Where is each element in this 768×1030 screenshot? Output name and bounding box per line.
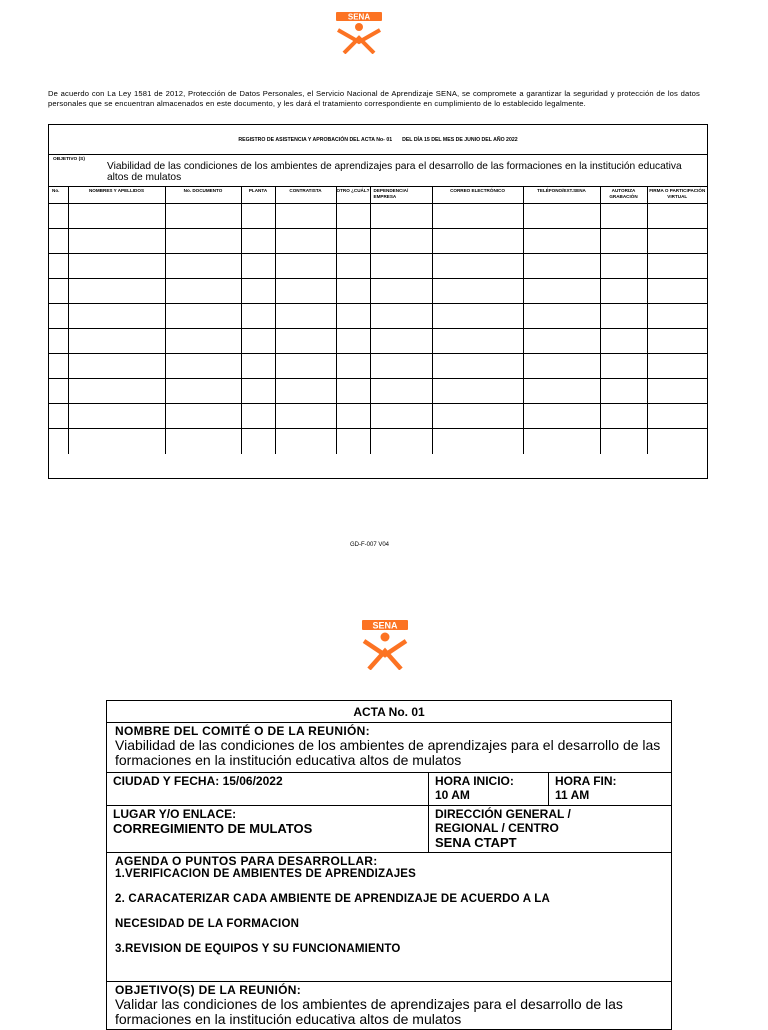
table-cell xyxy=(336,329,370,354)
table-row xyxy=(49,304,707,329)
table-cell xyxy=(336,204,370,229)
table-cell xyxy=(165,354,241,379)
attendance-table xyxy=(48,124,708,479)
table-cell xyxy=(523,429,600,454)
table-cell xyxy=(647,229,707,254)
table-row xyxy=(49,354,707,379)
attendance-grid xyxy=(49,187,707,454)
table-cell xyxy=(600,279,647,304)
comite-section xyxy=(107,723,671,773)
table-cell xyxy=(336,254,370,279)
table-cell xyxy=(432,404,523,429)
table-cell xyxy=(523,204,600,229)
form-code: GD-F-007 V04 xyxy=(350,542,390,548)
col-autoriza: AUTORIZA GRABACIÓN xyxy=(600,187,647,204)
table-cell xyxy=(647,304,707,329)
table-cell xyxy=(600,429,647,454)
table-row xyxy=(49,254,707,279)
table-cell xyxy=(432,204,523,229)
sena-logo-bottom xyxy=(360,620,410,670)
table-cell xyxy=(275,304,336,329)
table-cell xyxy=(647,379,707,404)
table-cell xyxy=(600,204,647,229)
table-row xyxy=(49,379,707,404)
table-cell xyxy=(275,404,336,429)
objetivo-label: OBJETIVO(S) DE LA REUNIÓN: xyxy=(115,983,302,997)
table-cell xyxy=(336,304,370,329)
table-cell xyxy=(336,429,370,454)
table-cell xyxy=(49,229,68,254)
col-otro: OTRO ¿CUÁL? xyxy=(336,187,370,204)
table-cell xyxy=(275,354,336,379)
table-cell xyxy=(523,254,600,279)
table-cell xyxy=(68,254,165,279)
table-cell xyxy=(68,279,165,304)
table-cell xyxy=(241,204,275,229)
table-cell xyxy=(600,229,647,254)
table-cell xyxy=(647,429,707,454)
table-row xyxy=(49,204,707,229)
table-cell xyxy=(370,429,432,454)
table-cell xyxy=(336,354,370,379)
objetivo-text: Validar las condiciones de los ambientes de aprendizajes para el desarrollo de las formaciones en la institución educativa altos de mulatos xyxy=(115,996,623,1027)
table-cell xyxy=(275,429,336,454)
col-contratista: CONTRATISTA xyxy=(275,187,336,204)
table-cell xyxy=(49,354,68,379)
table-cell xyxy=(275,229,336,254)
direccion-value: SENA CTAPT xyxy=(435,835,517,850)
table-cell xyxy=(165,204,241,229)
table-cell xyxy=(432,279,523,304)
table-cell xyxy=(523,329,600,354)
table-cell xyxy=(523,279,600,304)
agenda-section xyxy=(107,853,671,982)
sena-logo-icon xyxy=(360,620,410,670)
table-cell xyxy=(336,379,370,404)
col-firma: FIRMA O PARTICIPACIÓN VIRTUAL xyxy=(647,187,707,204)
table-cell xyxy=(165,329,241,354)
table-cell xyxy=(275,254,336,279)
table-cell xyxy=(370,229,432,254)
table-cell xyxy=(432,304,523,329)
table-cell xyxy=(68,404,165,429)
table-cell xyxy=(600,379,647,404)
attendance-header-row xyxy=(49,187,707,204)
table-cell xyxy=(336,229,370,254)
svg-text:SENA: SENA xyxy=(347,12,371,22)
table-cell xyxy=(49,304,68,329)
acta-table xyxy=(106,700,672,1030)
table-row xyxy=(49,429,707,454)
table-cell xyxy=(165,429,241,454)
hora-inicio-label: HORA INICIO: xyxy=(435,774,514,788)
attendance-objective xyxy=(49,155,707,187)
table-cell xyxy=(49,204,68,229)
comite-label: NOMBRE DEL COMITÉ O DE LA REUNIÓN: xyxy=(115,724,370,738)
table-cell xyxy=(241,404,275,429)
table-cell xyxy=(241,354,275,379)
table-cell xyxy=(49,254,68,279)
hora-fin-label: HORA FIN: xyxy=(555,774,617,788)
table-cell xyxy=(647,329,707,354)
table-cell xyxy=(523,229,600,254)
table-cell xyxy=(600,404,647,429)
lugar-row xyxy=(107,806,671,853)
agenda-item: 2. CARACATERIZAR CADA AMBIENTE DE APRENDIZAJE DE ACUERDO A LA xyxy=(115,893,550,905)
table-cell xyxy=(647,354,707,379)
lugar-value: CORREGIMIENTO DE MULATOS xyxy=(113,821,313,836)
table-cell xyxy=(165,254,241,279)
col-nombres: NOMBRES Y APELLIDOS xyxy=(68,187,165,204)
table-cell xyxy=(49,379,68,404)
attendance-title xyxy=(49,125,707,155)
privacy-notice: De acuerdo con La Ley 1581 de 2012, Protección de Datos Personales, el Servicio Nacional de Aprendizaje SENA, se compromete a garantizar la seguridad y protección de los datos personales que se encuentran almacenados en este documento, y les dará el tratamiento correspondiente en cumplimiento de lo establecido legalmente. xyxy=(48,89,700,108)
table-cell xyxy=(370,379,432,404)
sena-logo-icon xyxy=(334,12,384,54)
table-cell xyxy=(49,279,68,304)
col-correo: CORREO ELECTRÓNICO xyxy=(432,187,523,204)
table-cell xyxy=(647,404,707,429)
direccion-label-1: DIRECCIÓN GENERAL / xyxy=(435,807,571,821)
table-cell xyxy=(647,254,707,279)
table-cell xyxy=(647,204,707,229)
table-cell xyxy=(523,304,600,329)
agenda-item: 3.REVISION DE EQUIPOS Y SU FUNCIONAMIENTO xyxy=(115,943,401,955)
agenda-label: AGENDA O PUNTOS PARA DESARROLLAR: xyxy=(115,854,378,868)
table-cell xyxy=(600,304,647,329)
table-row xyxy=(49,329,707,354)
table-cell xyxy=(68,304,165,329)
table-cell xyxy=(241,429,275,454)
col-no: No. xyxy=(49,187,68,204)
sena-logo-top xyxy=(334,12,384,54)
acta-title: ACTA No. 01 xyxy=(107,701,671,723)
col-planta: PLANTA xyxy=(241,187,275,204)
table-cell xyxy=(241,379,275,404)
col-dependencia: DEPENDENCIA/ EMPRESA xyxy=(370,187,432,204)
objetivo-section xyxy=(107,982,671,1027)
table-cell xyxy=(49,429,68,454)
table-cell xyxy=(49,329,68,354)
table-cell xyxy=(600,254,647,279)
table-cell xyxy=(336,404,370,429)
table-cell xyxy=(370,254,432,279)
table-cell xyxy=(600,329,647,354)
table-cell xyxy=(600,354,647,379)
attendance-title-right: DEL DÍA 15 DEL MES DE JUNIO DEL AÑO 2022 xyxy=(402,136,518,143)
agenda-item: NECESIDAD DE LA FORMACION xyxy=(115,918,300,930)
table-cell xyxy=(165,229,241,254)
table-cell xyxy=(49,404,68,429)
table-cell xyxy=(165,304,241,329)
table-cell xyxy=(275,329,336,354)
table-cell xyxy=(432,429,523,454)
lugar-label: LUGAR Y/O ENLACE: xyxy=(113,807,237,821)
table-cell xyxy=(165,379,241,404)
table-row xyxy=(49,229,707,254)
table-cell xyxy=(336,279,370,304)
table-cell xyxy=(241,254,275,279)
table-cell xyxy=(432,329,523,354)
table-cell xyxy=(68,229,165,254)
agenda-item: 1.VERIFICACION DE AMBIENTES DE APRENDIZAJES xyxy=(115,868,417,880)
table-cell xyxy=(370,329,432,354)
ciudad-fecha: CIUDAD Y FECHA: 15/06/2022 xyxy=(113,774,283,788)
table-cell xyxy=(68,329,165,354)
table-cell xyxy=(523,404,600,429)
objective-text: Viabilidad de las condiciones de los ambientes de aprendizajes para el desarrollo de las formaciones en la institución educativa altos de mulatos xyxy=(107,161,682,183)
hora-fin: 11 AM xyxy=(555,788,590,802)
hora-inicio: 10 AM xyxy=(435,788,470,802)
col-documento: No. DOCUMENTO xyxy=(165,187,241,204)
col-telefono: TELÉFONO/EXT.SENA xyxy=(523,187,600,204)
table-cell xyxy=(370,279,432,304)
table-cell xyxy=(241,329,275,354)
table-row xyxy=(49,404,707,429)
table-cell xyxy=(370,354,432,379)
table-cell xyxy=(432,354,523,379)
attendance-title-left: REGISTRO DE ASISTENCIA Y APROBACIÓN DEL ACTA No- 01 xyxy=(238,136,393,143)
table-cell xyxy=(647,279,707,304)
table-cell xyxy=(241,229,275,254)
table-cell xyxy=(68,379,165,404)
table-cell xyxy=(275,204,336,229)
svg-text:SENA: SENA xyxy=(372,620,398,631)
table-cell xyxy=(165,404,241,429)
table-cell xyxy=(165,279,241,304)
table-cell xyxy=(523,354,600,379)
table-cell xyxy=(523,379,600,404)
comite-text: Viabilidad de las condiciones de los ambientes de aprendizajes para el desarrollo de las formaciones en la institución educativa altos de mulatos xyxy=(115,737,661,768)
table-cell xyxy=(241,304,275,329)
table-cell xyxy=(241,279,275,304)
table-cell xyxy=(370,304,432,329)
table-cell xyxy=(68,354,165,379)
table-cell xyxy=(432,254,523,279)
table-cell xyxy=(370,404,432,429)
table-cell xyxy=(275,379,336,404)
table-cell xyxy=(275,279,336,304)
table-cell xyxy=(370,204,432,229)
fecha-row xyxy=(107,773,671,806)
objective-label: OBJETIVO (S) xyxy=(53,157,85,162)
table-cell xyxy=(432,379,523,404)
table-cell xyxy=(432,229,523,254)
table-row xyxy=(49,279,707,304)
table-cell xyxy=(68,204,165,229)
table-cell xyxy=(68,429,165,454)
direccion-label-2: REGIONAL / CENTRO xyxy=(435,821,559,835)
